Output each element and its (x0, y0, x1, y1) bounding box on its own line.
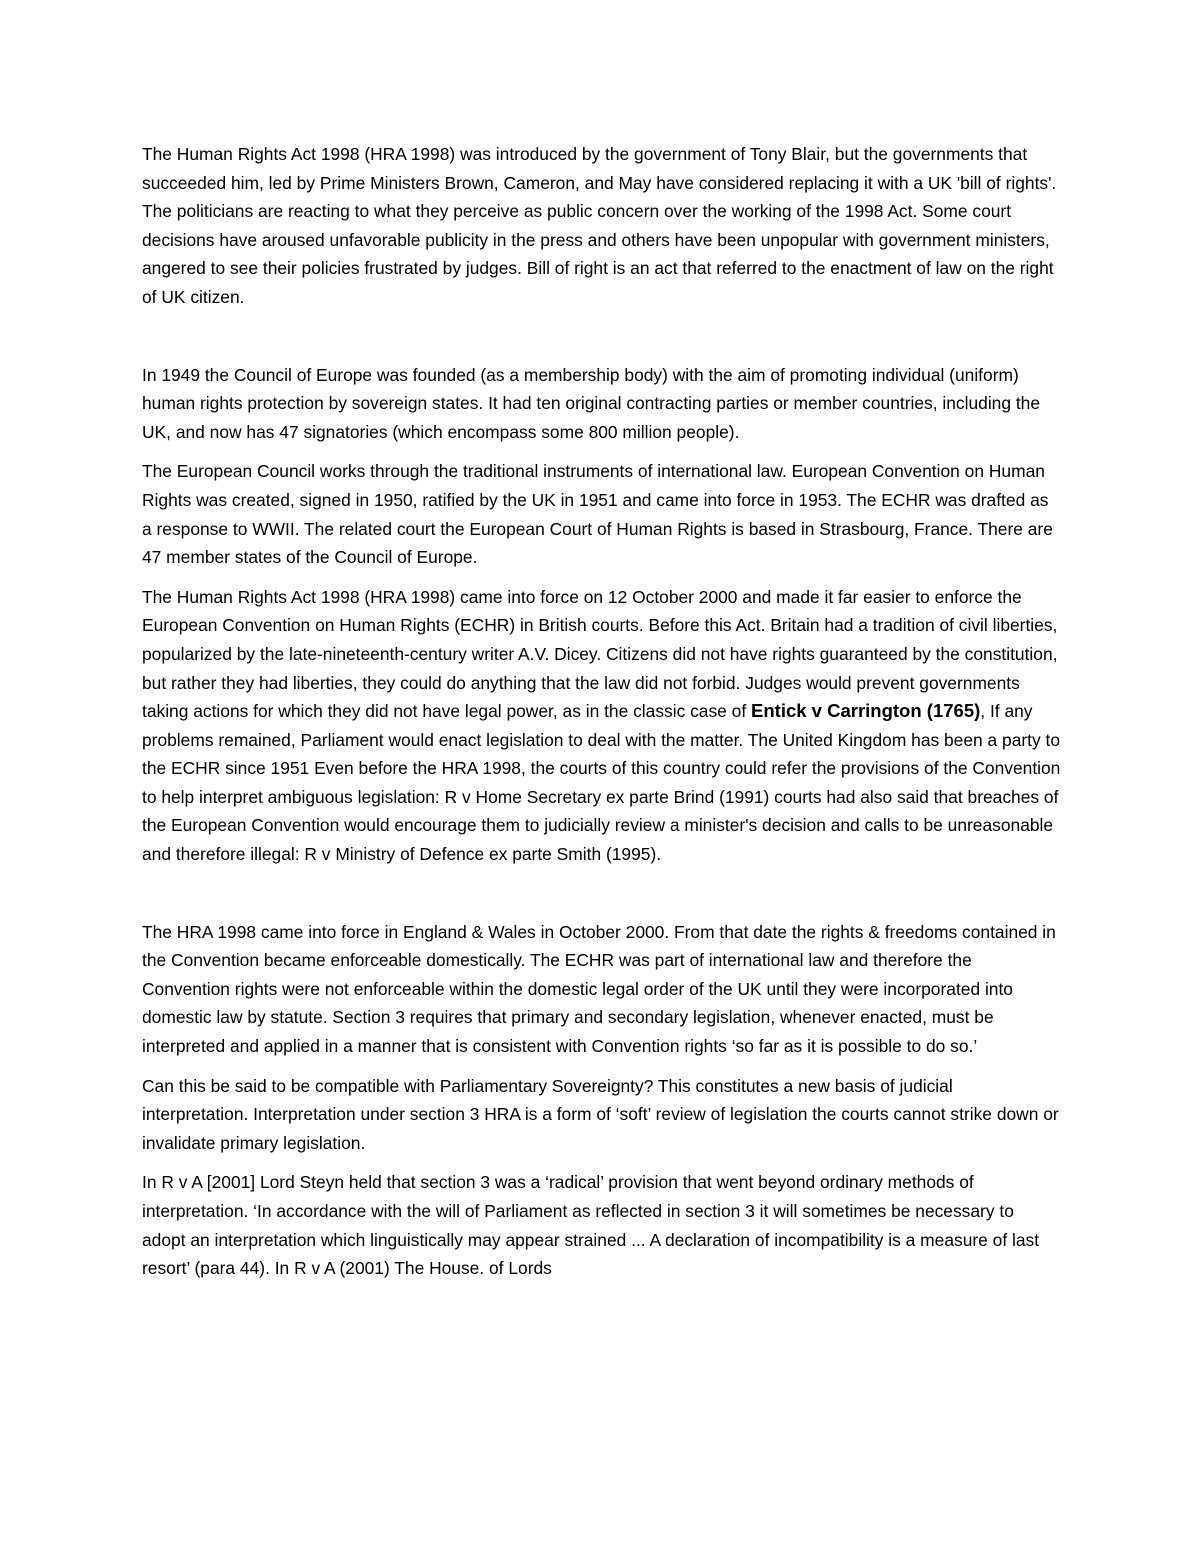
paragraph-r-v-a: In R v A [2001] Lord Steyn held that section 3 was a ‘radical’ provision that went beyond ordinary methods of interpretation. ‘In accordance with the will of Parliament as reflected in section 3 it will sometimes be necessary to adopt an interpretation which linguistically may appear strained ... A declaration of incompatibility is a measure of last resort’ (para 44). In R v A (2001) The House. of Lords (142, 1172, 1040, 1279)
paragraph-hra-in-force: The HRA 1998 came into force in England & Wales in October 2000. From that date the rights & freedoms contained in the Convention became enforceable domestically. The ECHR was part of international law and therefore the Convention rights were not enforceable within the domestic legal order of the UK until they were incorporated into domestic law by statute. Section 3 requires that primary and secondary legislation, whenever enacted, must be interpreted and applied in a manner that is consistent with Convention rights ‘so far as it is possible to do so.’ (142, 921, 1056, 1057)
paragraph-text: , If any problems remained, Parliament would enact legislation to deal with the matter. The United Kingdom has been a party to the ECHR since 1951 Even before the HRA 1998, the courts of this country could refer the provisions of the Convention to help interpret ambiguous legislation: R v Home Secretary ex parte Brind (1991) courts had also said that breaches of the European Convention would encourage them to judicially review a minister's decision and calls to be unreasonable and therefore illegal: R v Ministry of Defence ex parte Smith (1995). (142, 701, 1061, 865)
paragraph-european-convention: The European Council works through the traditional instruments of international law. European Convention on Human Rights was created, signed in 1950, ratified by the UK in 1951 and came into force in 1953. The ECHR was drafted as a response to WWII. The related court the European Court of Human Rights is based in Strasbourg, France. There are 47 member states of the Council of Europe. (142, 461, 1053, 568)
paragraph-council-of-europe: In 1949 the Council of Europe was founded (as a membership body) with the aim of promoting individual (uniform) human rights protection by sovereign states. It had ten original contracting parties or member countries, including the UK, and now has 47 signatories (which encompass some 800 million people). (142, 364, 1041, 442)
paragraph-parliamentary-sovereignty: Can this be said to be compatible with Parliamentary Sovereignty? This constitutes a new basis of judicial interpretation. Interpretation under section 3 HRA is a form of ‘soft’ review of legislation the courts cannot strike down or invalidate primary legislation. (142, 1075, 1059, 1153)
paragraph-text: The Human Rights Act 1998 (HRA 1998) came into force on 12 October 2000 and made it far easier to enforce the European Convention on Human Rights (ECHR) in British courts. Before this Act. Britain had a tradition of civil liberties, popularized by the late-nineteenth-century writer A.V. Dicey. Citizens did not have rights guaranteed by the constitution, but rather they had liberties, they could do anything that the law did not forbid. Judges would prevent governments taking actions for which they did not have legal power, as in the classic case of (142, 586, 1058, 722)
paragraph-hra-civil-liberties (142, 583, 1062, 869)
paragraph-hra-introduction: The Human Rights Act 1998 (HRA 1998) was introduced by the government of Tony Blair, but the governments that succeeded him, led by Prime Ministers Brown, Cameron, and May have considered replacing it with a UK 'bill of rights'. The politicians are reacting to what they perceive as public concern over the working of the 1998 Act. Some court decisions have aroused unfavorable publicity in the press and others have been unpopular with government ministers, angered to see their policies frustrated by judges. Bill of right is an act that referred to the enactment of law on the right of UK citizen. (142, 144, 1057, 307)
case-citation-entick: Entick v Carrington (1765) (751, 700, 981, 722)
document-page (142, 140, 1062, 1283)
